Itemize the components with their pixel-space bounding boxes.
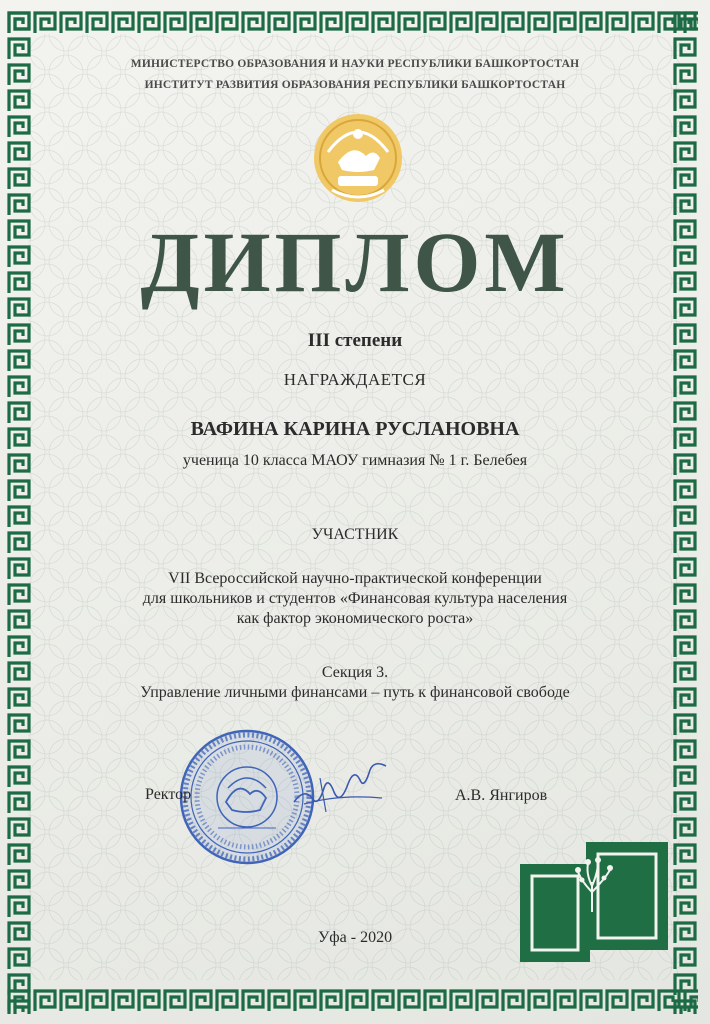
border-ornament-tile <box>526 988 552 1014</box>
border-ornament-tile <box>604 988 630 1014</box>
conference-line: как фактор экономического роста» <box>236 610 474 627</box>
border-ornament-tile <box>84 10 110 36</box>
border-ornament-tile <box>6 972 32 998</box>
border-ornament-tile <box>162 988 188 1014</box>
border-ornament-tile <box>292 988 318 1014</box>
border-ornament-tile <box>110 988 136 1014</box>
handwritten-signature-icon <box>290 758 390 816</box>
border-ornament-tile <box>6 816 32 842</box>
border-ornament-tile <box>526 10 552 36</box>
border-ornament-tile <box>58 10 84 36</box>
border-ornament-tile <box>672 140 698 166</box>
border-ornament-tile <box>136 988 162 1014</box>
border-ornament-tile <box>672 842 698 868</box>
border-ornament-tile <box>578 988 604 1014</box>
conference-line: VII Всероссийской научно-практической конференции <box>168 570 542 587</box>
border-ornament-tile <box>214 10 240 36</box>
border-ornament-tile <box>500 10 526 36</box>
border-ornament-tile <box>6 998 32 1014</box>
border-ornament-tile <box>500 988 526 1014</box>
awarded-label: НАГРАЖДАЕТСЯ <box>283 370 427 389</box>
border-ornament-tile <box>672 478 698 504</box>
border-ornament-tile <box>672 972 698 998</box>
border-ornament-tile <box>344 988 370 1014</box>
border-ornament-tile <box>32 988 58 1014</box>
conference-line: для школьников и студентов «Финансовая культура населения <box>142 590 568 607</box>
border-ornament-tile <box>422 988 448 1014</box>
border-ornament-tile <box>672 764 698 790</box>
border-ornament-tile <box>6 10 32 36</box>
border-ornament-tile <box>6 88 32 114</box>
border-ornament-tile <box>6 842 32 868</box>
border-ornament-tile <box>672 946 698 972</box>
recipient-name: ВАФИНА КАРИНА РУСЛАНОВНА <box>190 418 520 440</box>
section-topic: Управление личными финансами – путь к финансовой свободе <box>140 684 570 701</box>
border-ornament-tile <box>672 114 698 140</box>
border-ornament-tile <box>6 894 32 920</box>
border-ornament-tile <box>240 988 266 1014</box>
border-ornament-tile <box>672 634 698 660</box>
border-ornament-tile <box>6 634 32 660</box>
border-ornament-tile <box>448 988 474 1014</box>
rector-label: Ректор <box>145 786 192 803</box>
border-ornament-tile <box>188 988 214 1014</box>
border-ornament-tile <box>58 988 84 1014</box>
border-ornament-tile <box>672 816 698 842</box>
section-number: Секция 3. <box>321 664 389 681</box>
ornament-border-right <box>672 10 698 1014</box>
border-ornament-tile <box>552 988 578 1014</box>
border-ornament-tile <box>396 988 422 1014</box>
border-ornament-tile <box>318 988 344 1014</box>
border-ornament-tile <box>6 738 32 764</box>
border-ornament-tile <box>136 10 162 36</box>
border-ornament-tile <box>6 946 32 972</box>
border-ornament-tile <box>266 10 292 36</box>
ornament-border-left <box>6 10 32 1014</box>
degree-label: III степени <box>307 330 403 351</box>
border-ornament-tile <box>84 988 110 1014</box>
border-ornament-tile <box>422 10 448 36</box>
border-ornament-tile <box>552 10 578 36</box>
border-ornament-tile <box>240 10 266 36</box>
ornament-border-top <box>6 10 698 36</box>
city-year: Уфа - 2020 <box>317 929 393 946</box>
diploma-title: ДИПЛОМ <box>140 214 570 310</box>
border-ornament-tile <box>672 166 698 192</box>
border-ornament-tile <box>318 10 344 36</box>
border-ornament-tile <box>370 10 396 36</box>
border-ornament-tile <box>32 10 58 36</box>
border-ornament-tile <box>188 10 214 36</box>
institute-header: ИНСТИТУТ РАЗВИТИЯ ОБРАЗОВАНИЯ РЕСПУБЛИКИ БАШКОРТОСТАН <box>144 79 566 91</box>
border-ornament-tile <box>6 764 32 790</box>
signatory-name: А.В. Янгиров <box>455 787 548 804</box>
bashkortostan-emblem-icon <box>308 112 408 208</box>
border-ornament-tile <box>604 10 630 36</box>
border-ornament-tile <box>6 790 32 816</box>
border-ornament-tile <box>6 868 32 894</box>
border-ornament-tile <box>672 868 698 894</box>
border-ornament-tile <box>630 988 656 1014</box>
border-ornament-tile <box>6 712 32 738</box>
border-ornament-tile <box>292 10 318 36</box>
border-ornament-tile <box>672 894 698 920</box>
border-ornament-tile <box>672 88 698 114</box>
border-ornament-tile <box>266 988 292 1014</box>
border-ornament-tile <box>6 166 32 192</box>
border-ornament-tile <box>6 114 32 140</box>
border-ornament-tile <box>448 10 474 36</box>
border-ornament-tile <box>672 790 698 816</box>
status-label: УЧАСТНИК <box>311 526 399 543</box>
ministry-header: МИНИСТЕРСТВО ОБРАЗОВАНИЯ И НАУКИ РЕСПУБЛИКИ БАШКОРТОСТАН <box>130 58 580 70</box>
border-ornament-tile <box>162 10 188 36</box>
border-ornament-tile <box>214 988 240 1014</box>
border-ornament-tile <box>474 988 500 1014</box>
border-ornament-tile <box>6 140 32 166</box>
border-ornament-tile <box>672 712 698 738</box>
border-ornament-tile <box>344 10 370 36</box>
border-ornament-tile <box>672 738 698 764</box>
border-ornament-tile <box>396 10 422 36</box>
border-ornament-tile <box>630 10 656 36</box>
border-ornament-tile <box>474 10 500 36</box>
border-ornament-tile <box>370 988 396 1014</box>
border-ornament-tile <box>672 10 698 36</box>
recipient-info: ученица 10 класса МАОУ гимназия № 1 г. Белебея <box>182 452 528 469</box>
border-ornament-tile <box>672 998 698 1014</box>
border-ornament-tile <box>578 10 604 36</box>
border-ornament-tile <box>6 478 32 504</box>
ornament-border-bottom <box>6 988 698 1014</box>
border-ornament-tile <box>110 10 136 36</box>
